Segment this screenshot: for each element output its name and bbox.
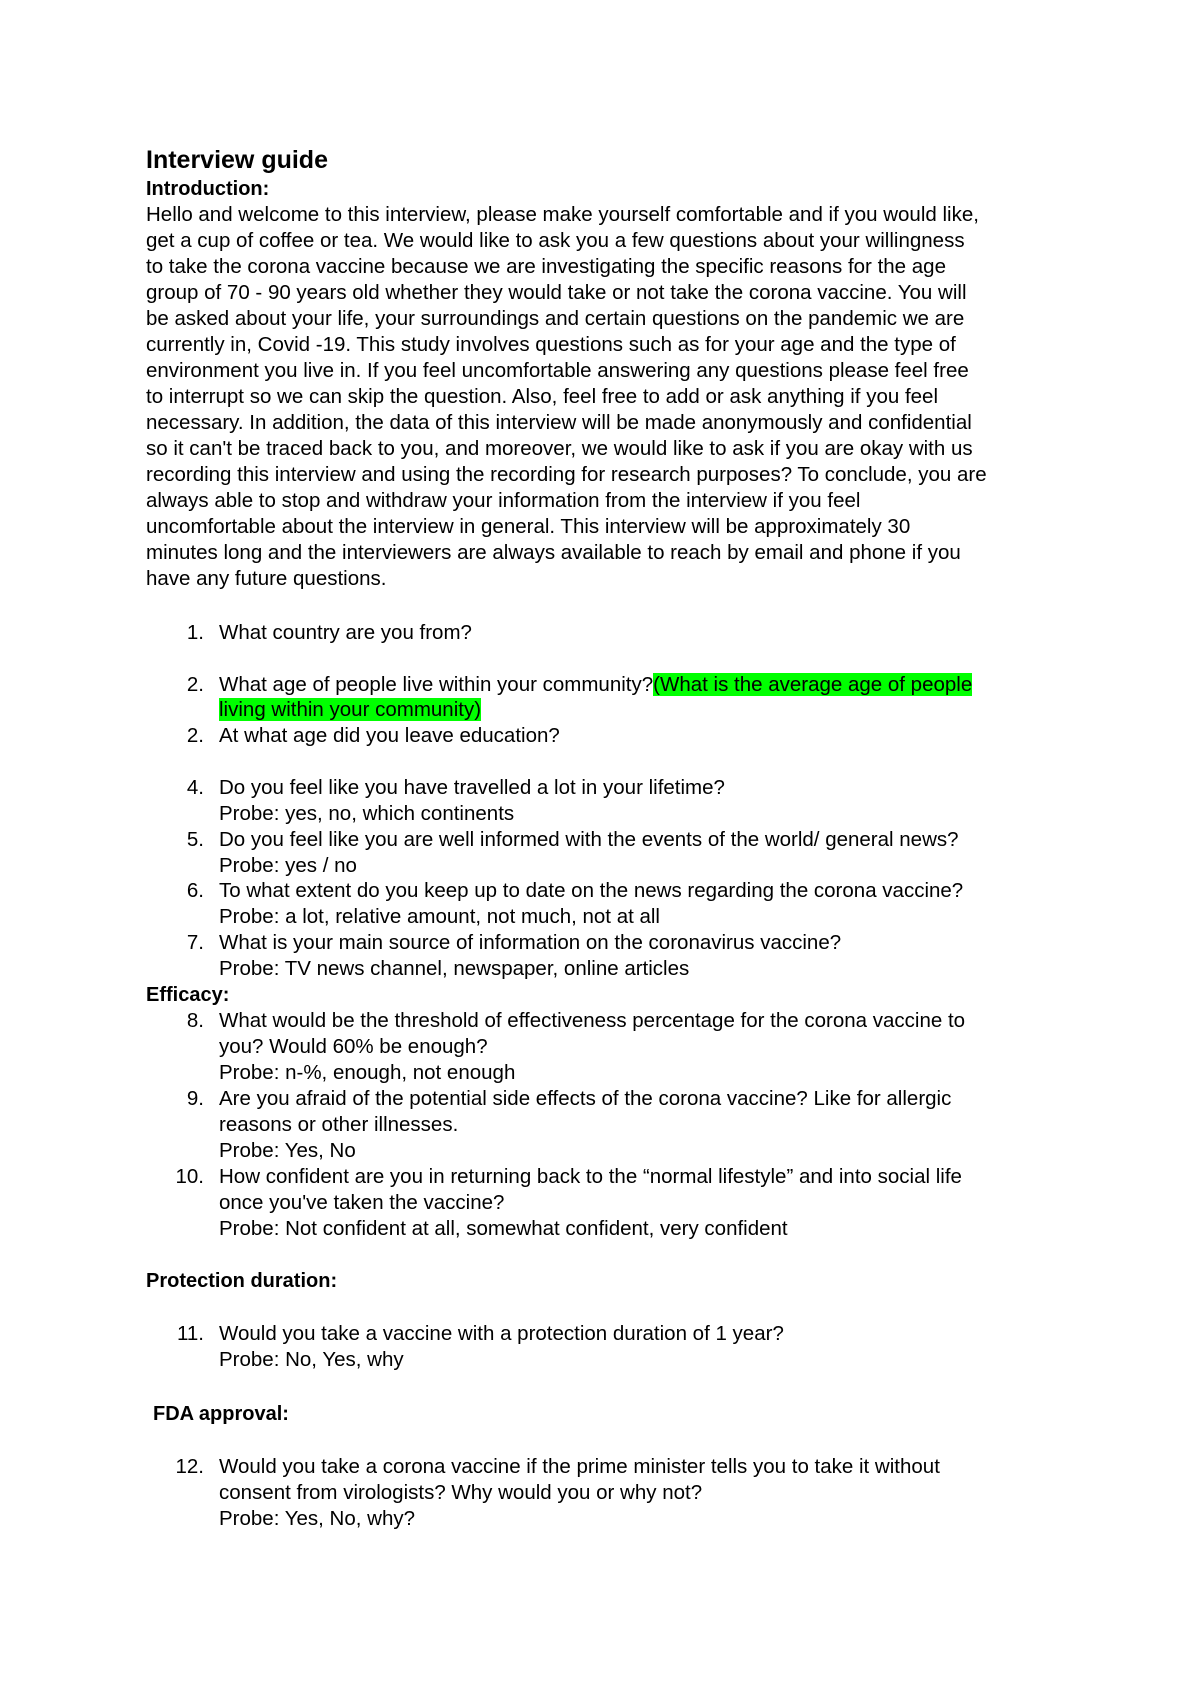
question-probe: Probe: yes, no, which continents [219, 802, 515, 825]
question-text-main: What age of people live within your community? [219, 673, 654, 696]
intro-line: get a cup of coffee or tea. We would like to ask you a few questions about your willingness [146, 229, 965, 252]
question-text: Do you feel like you are well informed with the events of the world/ general news? [219, 828, 959, 851]
intro-line: currently in, Covid -19. This study involves questions such as for your age and the type of [146, 333, 956, 356]
question-text: consent from virologists? Why would you or why not? [219, 1481, 703, 1504]
intro-line: be asked about your life, your surroundings and certain questions on the pandemic we are [146, 307, 965, 330]
intro-line: uncomfortable about the interview in general. This interview will be approximately 30 [146, 515, 911, 538]
intro-line: recording this interview and using the recording for research purposes? To conclude, you are [146, 463, 987, 486]
question-number: 4. [186, 776, 204, 799]
introduction-heading: Introduction: [146, 178, 270, 200]
question-number: 11. [177, 1322, 204, 1345]
question-number: 10. [175, 1165, 204, 1188]
question-number: 8. [186, 1009, 204, 1032]
intro-line: have any future questions. [146, 567, 387, 590]
intro-line: minutes long and the interviewers are always available to reach by email and phone if you [146, 541, 961, 564]
question-probe: Probe: Yes, No [219, 1139, 356, 1162]
question-text: What is your main source of information on the coronavirus vaccine? [219, 931, 842, 954]
question-text: once you've taken the vaccine? [219, 1191, 505, 1214]
question-text [219, 697, 481, 723]
intro-line: so it can't be traced back to you, and moreover, we would like to ask if you are okay with us [146, 437, 973, 460]
question-text: Would you take a corona vaccine if the prime minister tells you to take it without [219, 1455, 940, 1478]
question-text: Do you feel like you have travelled a lot in your lifetime? [219, 776, 725, 799]
question-text: To what extent do you keep up to date on the news regarding the corona vaccine? [219, 879, 964, 902]
question-number: 2. [186, 673, 204, 696]
question-number: 6. [186, 879, 204, 902]
question-probe: Probe: No, Yes, why [219, 1348, 404, 1371]
question-number: 12. [175, 1455, 204, 1478]
intro-line: necessary. In addition, the data of this interview will be made anonymously and confidential [146, 411, 972, 434]
highlighted-note: living within your community) [219, 698, 482, 721]
question-probe: Probe: yes / no [219, 854, 357, 877]
protection-duration-heading: Protection duration: [146, 1270, 338, 1292]
highlighted-note: (What is the average age of people [653, 673, 973, 696]
question-number: 5. [186, 828, 204, 851]
question-probe: Probe: n-%, enough, not enough [219, 1061, 516, 1084]
question-probe: Probe: TV news channel, newspaper, online articles [219, 957, 690, 980]
fda-approval-heading: FDA approval: [153, 1403, 289, 1425]
question-number: 2. [186, 724, 204, 747]
intro-line: environment you live in. If you feel uncomfortable answering any questions please feel free [146, 359, 969, 382]
question-text: reasons or other illnesses. [219, 1113, 459, 1136]
question-number: 9. [186, 1087, 204, 1110]
intro-line: to interrupt so we can skip the question. Also, feel free to add or ask anything if you feel [146, 385, 938, 408]
question-number: 7. [186, 931, 204, 954]
question-text: What would be the threshold of effectiveness percentage for the corona vaccine to [219, 1009, 966, 1032]
question-probe: Probe: Not confident at all, somewhat confident, very confident [219, 1217, 788, 1240]
question-text: Would you take a vaccine with a protection duration of 1 year? [219, 1322, 784, 1345]
intro-line: group of 70 - 90 years old whether they would take or not take the corona vaccine. You will [146, 281, 967, 304]
question-text: How confident are you in returning back to the “normal lifestyle” and into social life [219, 1165, 962, 1188]
question-text: What country are you from? [219, 621, 472, 644]
question-probe: Probe: Yes, No, why? [219, 1507, 416, 1530]
question-number: 1. [186, 621, 204, 644]
document-title: Interview guide [146, 146, 328, 174]
question-text: Are you afraid of the potential side effects of the corona vaccine? Like for allergic [219, 1087, 952, 1110]
question-text: you? Would 60% be enough? [219, 1035, 488, 1058]
question-text [219, 672, 972, 698]
intro-line: to take the corona vaccine because we are investigating the specific reasons for the age [146, 255, 946, 278]
question-text: At what age did you leave education? [219, 724, 560, 747]
question-probe: Probe: a lot, relative amount, not much, not at all [219, 905, 660, 928]
intro-line: Hello and welcome to this interview, please make yourself comfortable and if you would like, [146, 203, 979, 226]
intro-line: always able to stop and withdraw your information from the interview if you feel [146, 489, 861, 512]
efficacy-heading: Efficacy: [146, 984, 230, 1006]
